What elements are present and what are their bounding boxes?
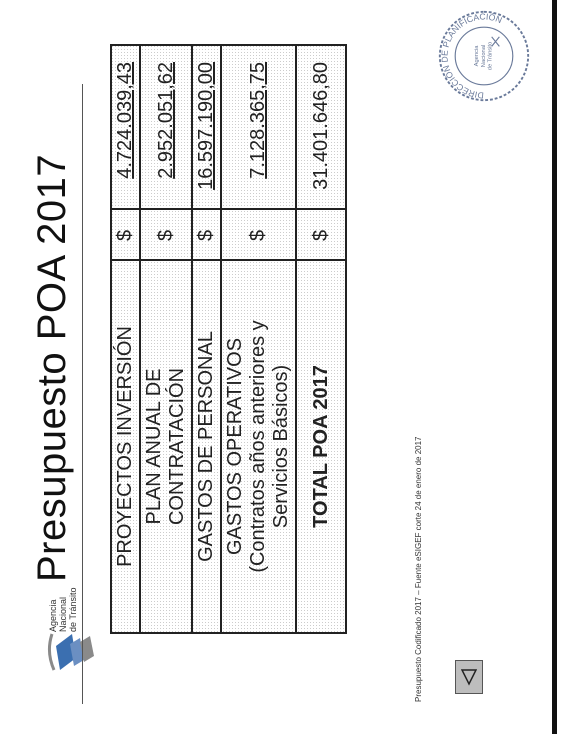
budget-table bbox=[110, 44, 347, 634]
logo-line: de Tránsito bbox=[68, 587, 78, 632]
table-row bbox=[221, 45, 296, 633]
table-row bbox=[192, 45, 221, 633]
table-row bbox=[140, 45, 192, 633]
stamp-org-line: Agencia bbox=[474, 45, 481, 67]
total-amount: 31.401.646,80 bbox=[296, 45, 346, 209]
page-title: Presupuesto POA 2017 bbox=[30, 153, 74, 582]
amount-value: 2.952.051,62 bbox=[154, 62, 177, 179]
row-currency: $ bbox=[192, 209, 221, 260]
total-label: TOTAL POA 2017 bbox=[296, 260, 346, 633]
label-line: PROYECTOS INVERSIÓN bbox=[114, 326, 136, 567]
total-row bbox=[296, 45, 346, 633]
label-line: (Contratos años anteriores y bbox=[247, 320, 269, 573]
table-row bbox=[111, 45, 140, 633]
label-line: GASTOS DE PERSONAL bbox=[195, 331, 217, 562]
row-label bbox=[111, 260, 140, 633]
footnote: Presupuesto Codificado 2017 – Fuente eSIGEF corte 24 de enero de 2017 bbox=[414, 436, 423, 702]
logo-line: Nacional bbox=[58, 596, 68, 632]
stamp-arc-text bbox=[439, 11, 503, 100]
row-amount bbox=[140, 45, 192, 209]
logo-line: Agencia bbox=[48, 599, 58, 632]
agency-logo-text bbox=[48, 587, 78, 632]
triangle-left-icon bbox=[461, 668, 477, 686]
row-amount bbox=[221, 45, 296, 209]
bottom-edge-bar bbox=[552, 0, 557, 734]
row-currency: $ bbox=[111, 209, 140, 260]
row-currency: $ bbox=[221, 209, 296, 260]
amount-value: 7.128.365,75 bbox=[247, 62, 269, 179]
stamp-org-line: de Tránsito bbox=[487, 41, 494, 71]
stamp-arc-path: DIRECCIÓN DE PLANIFICACIÓN bbox=[439, 11, 504, 101]
row-amount bbox=[111, 45, 140, 209]
row-label bbox=[192, 260, 221, 633]
row-label bbox=[140, 260, 192, 633]
label-line: PLAN ANUAL DE bbox=[143, 368, 165, 525]
total-currency: $ bbox=[296, 209, 346, 260]
row-label bbox=[221, 260, 296, 633]
planning-stamp-icon bbox=[436, 8, 532, 104]
row-amount bbox=[192, 45, 221, 209]
amount-value: 4.724.039,43 bbox=[114, 62, 136, 179]
stamp-org-line: Nacional bbox=[480, 44, 487, 68]
label-line: CONTRATACIÓN bbox=[166, 367, 188, 526]
row-currency: $ bbox=[140, 209, 192, 260]
amount-value: 16.597.190,00 bbox=[195, 62, 217, 190]
back-button[interactable] bbox=[455, 660, 483, 694]
label-line: Servicios Básicos) bbox=[270, 364, 292, 529]
label-line: GASTOS OPERATIVOS bbox=[224, 337, 246, 556]
title-divider bbox=[82, 84, 83, 704]
